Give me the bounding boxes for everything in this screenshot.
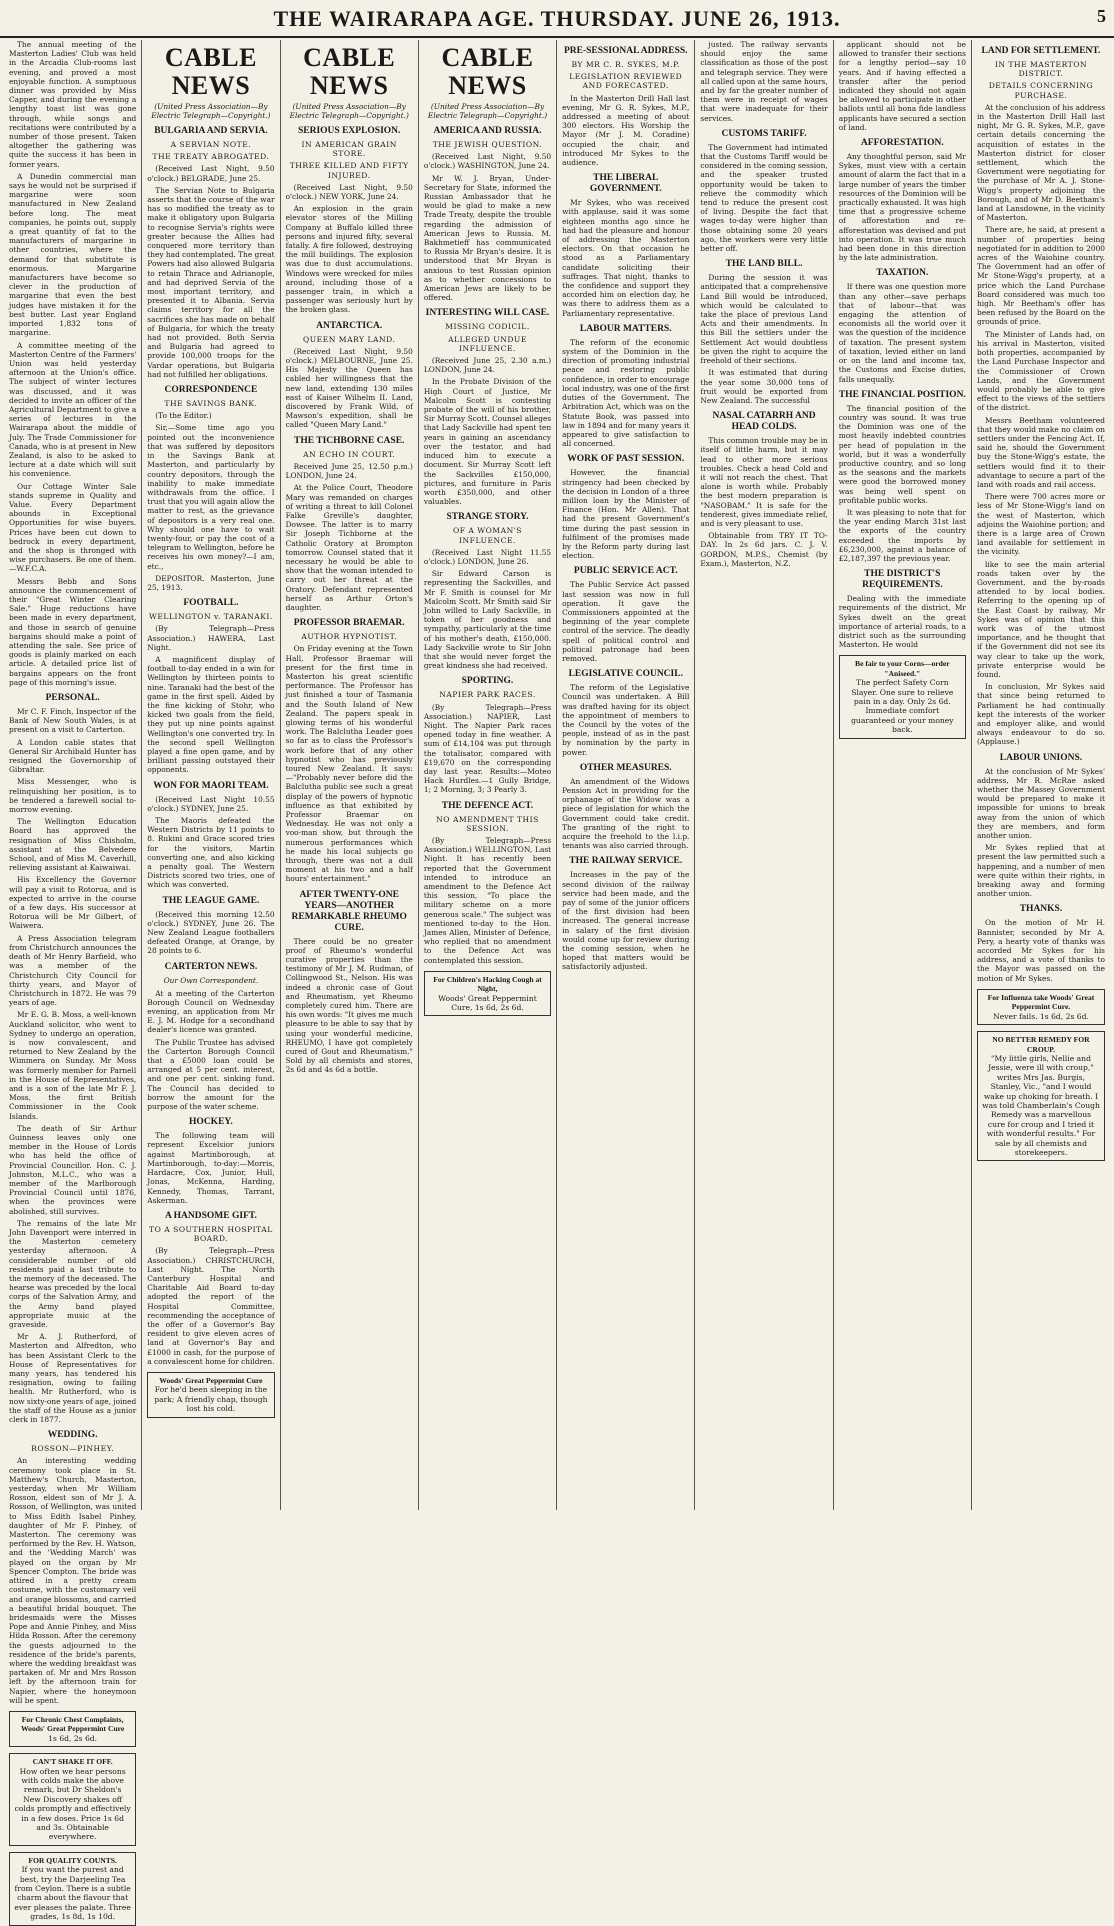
paragraph: Increases in the pay of the second division of the railway service had been made, and the pay of some of the junior officers of the first division had been increased. The general increase in salary of the first division would come up for review during the coming session, when he hoped that matters would be satisfactorily adjusted. [562,870,690,972]
headline: THE LAND BILL. [725,259,803,270]
advertisement [147,1372,274,1418]
subheadline: A SERVIAN NOTE. [170,140,252,149]
paragraph: Mr Sykes replied that at present the law permitted such a happening, and a number of men were quite within their rights, in breaking away and forming another union. [976,843,1105,899]
wire-credit: (United Press Association—By Electric Telegraph—Copyright.) [289,102,409,120]
paragraph: Messrs Beetham volunteered that they would make no claim on settlers under the Fencing Act. If, said he, should the Government buy the Stone-Wigg's estate, the settlers would find it to their advantage to secure a part of the land with roads and rail access. [976,415,1105,489]
subheadline: AN ECHO IN COURT. [303,449,396,459]
subheadline: LEGISLATION REVIEWED AND FORECASTED. [569,72,683,91]
headline: CORRESPONDENCE [164,385,258,396]
subheadline: OF A WOMAN'S INFLUENCE. [452,526,522,545]
headline: SERIOUS EXPLOSION. [297,126,401,136]
paragraph: Mr E. G. B. Moss, a well-known Auckland solicitor, who went to Sydney to undergo an operation, is now convalescent, and returned to New Zealand by the Wimmera on Sunday. Mr Moss was formerly member for Parnell in the House of Representatives, and is a son of the late Mr F. J. Moss, the first British Commissioner in the Cook Islands. [9,1010,137,1121]
paragraph: A Dunedin commercial man says he would not be surprised if margarine were soon manufactured in New Zealand before long. The meat companies, he points out, supply a great quantity of fat to the manufacturers of margarine in other countries, where the demand for that substitute is enormous. Margarine manufacturers have become so clever in the production of margarine that even the best judges have mistaken it for the best butter. Last year England imported 1,832 tons of margarine. [9,171,137,338]
paragraph: A Press Association telegram from Christchurch announces the death of Mr Henry Barfield, who was a member of the Christchurch City Council for thirty years, and Mayor of Christchurch in 1872. He was 79 years of age. [9,933,137,1008]
paragraph: Received June 25, 12.50 p.m.) LONDON, June 24. [285,461,413,481]
headline: CUSTOMS TARIFF. [721,128,807,139]
subheadline: AUTHOR HYPNOTIST. [301,632,398,642]
paragraph: Obtainable from TRY IT TO-DAY. In 2s 6d jars. C. J. V. GORDON, M.P.S., Chemist (by Exam.), Masterton, N.Z. [700,531,828,568]
paragraph: A London cable states that General Sir Archibald Hunter has resigned the Governorship of Gibraltar. [9,737,137,775]
column-7 [834,40,972,1510]
page-number: 5 [1097,6,1106,26]
paragraph: There were 700 acres more or less of Mr Stone-Wigg's land on the west of Masterton, which adjoins the Waiohine portion; and there is a large area of Crown land available for settlement in the vicinity. [976,492,1105,557]
wire-credit: Our Own Correspondent. [163,975,259,985]
paragraph: The Minister of Lands had, on his arrival in Masterton, visited both properties, accompanied by the Land Purchase Inspector and the Commissioner of Crown Lands, and the Government would probably be able to give effect to the views of the settlers of the district. [976,329,1105,413]
headline: WEDDING. [47,1430,98,1441]
paragraph: Mr A. J. Rutherford, of Masterton and Alfredton, who has been Assistant Clerk to the House of Representatives for many years, has tendered his resignation, owing to failing health. Mr Rutherford, who is now sixty-one years of age, joined the staff of the House as a junior clerk in 1877. [9,1332,137,1425]
paragraph: The Servian Note to Bulgaria asserts that the course of the war has so modified the treaty as to make it obligatory upon Bulgaria to recognise Servia's rights were greater because the Allies had conquered more territory than they had contemplated. The great Powers had also allowed Bulgaria to retain Thrace and Adrianople, and had deprived Servia of the most important territory, and presented it to Albania. Servia claims territory for all the sacrifices she has made on behalf of Bulgaria, for which the treaty had not provided. Both Servia and Bulgaria had agreed to provide 100,000 troops for the Vardar operations, but Bulgaria had not fulfilled her obligations. [147,185,275,379]
paragraph: The annual meeting of the Masterton Ladies' Club was held in the Arcadia Club-rooms last evening, and proved a most enjoyable function. A sumptuous dinner was provided by Miss Capper, and during the evening a lengthy toast list was gone through, while songs and recitations were contributed by a number of those present. Taken altogether the gathering was quite the success it has been in former years. [9,40,137,169]
subheadline: THE SAVINGS BANK. [164,399,258,409]
subheadline: QUEEN MARY LAND. [303,334,396,344]
column-3 [281,40,419,1510]
paragraph: (To the Editor.) [155,411,212,421]
column-4 [419,40,557,1510]
paragraph: The Maoris defeated the Western Districts by 11 points to 8. Rukini and Grace scored tries for the visitors, Martin converting one, and also kicking a penalty goal. The Western Districts scored two tries, one of which was converted. [147,816,275,890]
paragraph: Messrs Bebb and Sons announce the commencement of their "Great Winter Clearing Sale." Huge reductions have been made in every department, and those in search of genuine bargains should make a point of attending the sale. See price of goods is plainly marked on each article. A detailed price list of bargains appears on the front page of this morning's issue. [9,576,137,687]
paragraph: (By Telegraph—Press Association.) NAPIER, Last Night. The Napier Park races opened today in fine weather. A sum of £14,104 was put through the totalisator, compared with £19,670 on the corresponding day last year. Results:—Moteo Hack Hurdles.—1 Gully Bridge, 1; 2 Morning, 3; 3 Pearly 3. [423,702,552,795]
subheadline: WELLINGTON v. TARANAKI. [149,612,273,622]
advertisement-title: For Influenza take Woods' Great Peppermint Cure. [987,992,1095,1012]
subheadline: IN AMERICAN GRAIN STORE. [301,140,397,159]
advertisement-title: CAN'T SHAKE IT OFF. [32,1757,113,1767]
subheadline: ALLEGED UNDUE INFLUENCE. [448,334,527,353]
headline: PERSONAL. [45,693,100,704]
paragraph: There could be no greater proof of Rheumo's wonderful curative properties than the testimony of Mr J. M. Rudman, of Collingwood St., Nelson. His was indeed a chronic case of Gout and Rheumatism, yet Rheumo completely cured him. There are his own words: "It gives me much pleasure to be able to say that by using your wonderful medicine, RHEUMO, I have got completely cured of Gout and Rheumatism." Sold by all chemists and stores, 2s 6d and 4s 6d a bottle. [285,936,413,1075]
column-6 [695,40,833,1510]
subheadline: DETAILS CONCERNING PURCHASE. [988,81,1094,100]
paragraph: Mr Sykes, who was received with applause, said it was some eighteen months ago since he had had the pleasure and honour of addressing the Masterton electors. On that occasion he stood as a Parliamentary candidate soliciting their suffrages. That night, thanks to the confidence and support they accorded him on election day, he was there to address them as a Parliamentary representative. [562,198,690,318]
advertisement [977,989,1105,1025]
paragraph: At the Police Court, Theodore Mary was remanded on charges of writing a threat to kill Colonel Falke Greville's daughter, Dowsee. The latter is to marry Sir Joseph Tichborne at the Catholic Oratory at Brompton tomorrow. Counsel stated that it necessary he would be able to show that the woman intended to carry out her threat at the Oratory. Defendant represented herself as Arthur Orton's daughter. [285,483,413,612]
headline: LABOUR MATTERS. [579,323,672,334]
paragraph: justed. The railway servants should enjoy the same classification as those of the post and telegraph service. They were all called upon at the same hours, and by far the greater number of them were in receipt of wages that were inadequate for their services. [700,40,828,123]
paragraph: In the Probate Division of the High Court of Justice, Mr Malcolm Scott is contesting probate of the will of his brother, Sir Murray Scott. Counsel alleges that Lady Sackville had spent ten years in gaining an ascendancy over the testator, and had induced him to execute a document. Sir Murray Scott left the Sackvilles £150,000, pictures, and furniture in Paris worth £350,000, and other valuables. [423,377,552,507]
paragraph: (Received Last Night 10.55 o'clock.) SYDNEY, June 25. [147,794,275,813]
headline: NASAL CATARRH AND HEAD COLDS. [712,411,816,433]
advertisement [9,1711,136,1747]
paragraph: This common trouble may be in itself of little harm, but it may lead to other more serious troubles. Check a head Cold and it will not reach the chest. That alone is worth while. Probably the best modern preparation is "NASOBAM." It is safe for the tenderest, gives immediate relief, and is very pleasant to use. [700,436,828,528]
newspaper-columns [4,40,1110,1922]
subheadline: ROSSON—PINHEY. [31,1444,115,1454]
paragraph: In conclusion, Mr Sykes said that since being returned to Parliament he had continually kept the interests of the worker and employer alike, and would always endeavour to do so. (Applause.) [976,682,1105,747]
subheadline: NO AMENDMENT THIS SESSION. [436,814,539,833]
headline: LEGISLATIVE COUNCIL. [568,669,683,680]
advertisement [424,971,551,1017]
subheadline: THE TREATY ABROGATED. [152,152,270,162]
headline: THE TICHBORNE CASE. [293,435,405,446]
headline: AFTER TWENTY-ONE YEARS—ANOTHER REMARKABLE RHEUMO CURE. [291,889,407,933]
headline: AMERICA AND RUSSIA. [433,126,542,136]
headline: THE RAILWAY SERVICE. [569,856,683,867]
subheadline: MISSING CODICIL. [445,322,530,332]
paragraph: However, the financial stringency had been checked by the decision in London of a three million loan by the Minister of Finance (Hon. Mr Allen). That had the present Government's time during the past session in fulfilment of the promises made by the Reform party during last election. [562,468,690,561]
paragraph: (Received this morning 12.50 o'clock.) SYDNEY, June 26. The New Zealand League footballers defeated Orange, at Orange, by 28 points to 6. [147,909,275,956]
paragraph: At the conclusion of his address in the Masterton Drill Hall last night, Mr G. R. Sykes, M.P., gave certain details concerning the acquisition of estates in the Masterton district for closer settlement, which the Government were negotiating for the purchase of Mr A. J. Stone-Wigg's property adjoining the Borough, and of Mr D. Beetham's land at Lansdowne, in the vicinity of Masterton. [976,102,1105,223]
headline: LABOUR UNIONS. [999,752,1083,763]
paragraph: If there was one question more than any other—save perhaps that of labour—that was engaging the attention of economists all the world over it was the question of the incidence of taxation. The present system of taxation, levied either on land or on the land and income tax, the Customs and Excise duties, falls unequally. [838,282,966,384]
section-banner: CABLE NEWS [303,43,396,100]
advertisement-text: The perfect Safety Corn Slayer. One sure to relieve pain in a day. Only 2s 6d. Immediate comfort guaranteed or your money back. [851,678,954,735]
paragraph: Sir,—Some time ago you pointed out the inconvenience that was suffered by depositors in the Savings Bank at Masterton, and particularly by country depositors, through the inability to make immediate withdrawals from the office. I trust that you will again allow the matter to rest, as the grievance of depositors is a very real one. Why should one have to wait twenty-four, or pay the cost of a telegram to Wellington, before he receives his own money?—I am, etc., [147,423,275,571]
paragraph: The Public Trustee has advised the Carterton Borough Council that a £5000 loan could be arranged at 5 per cent. interest, and one per cent. sinking fund. The Council has decided to borrow the amount for the purpose of the water scheme. [147,1037,275,1112]
headline: BULGARIA AND SERVIA. [154,126,268,136]
paragraph: It was estimated that during the year some 30,000 tons of fruit would be exported from New Zealand. The successful [700,368,828,405]
wire-credit: (United Press Association—By Electric Telegraph—Copyright.) [427,102,548,120]
advertisement-title: For Children's Hacking Cough at Night, [433,974,542,994]
paragraph: (Received Last Night, 9.50 o'clock.) BELGRADE, June 25. [147,164,275,183]
paragraph: Miss Messenger, who is relinquishing her position, is to be tendered a farewell social to-morrow evening. [9,777,137,815]
headline: THE LIBERAL GOVERNMENT. [589,173,662,195]
headline: THE DISTRICT'S REQUIREMENTS. [862,569,943,591]
paragraph: Sir Edward Carson is representing the Sackvilles, and Mr F. Smith is counsel for Mr Malcolm Scott. Mr Smith said Sir John willed to Lady Sackville, in token of her goodness and sympathy, particularly at the time of his mother's death, £150,000. Lady Sackville wrote to Sir John that she would never forget the great kindness she had received. [423,569,552,671]
paragraph: DEPOSITOR. Masterton, June 25, 1913. [147,573,275,592]
paragraph: On the motion of Mr H. Bannister, seconded by Mr A. Pery, a hearty vote of thanks was accorded Mr Sykes for his address, and a vote of thanks to the Mayor was passed on the motion of Mr Sykes. [976,918,1105,983]
paragraph: The Wellington Education Board has approved the resignation of Miss Chisholm, assistant at the Belvedere School, and of Miss M. Caverhill, relieving assistant at Kaiwaiwai. [9,817,137,873]
paragraph: A committee meeting of the Masterton Centre of the Farmers' Union was held yesterday afternoon at the Union's office. The subject of winter lectures was discussed, and it was decided to invite an officer of the Agricultural Department to give a series of lectures in the Wairarapa about the middle of July. The Trade Commissioner for Canada, who is at present in New Zealand, is also to be asked to lecture at a date which will suit his convenience. [9,340,137,479]
headline: THANKS. [1019,904,1063,915]
paragraph: (By Telegraph—Press Association.) WELLINGTON, Last Night. It has recently been reported that the Government intended to introduce an amendment to the Defence Act this session, "To place the military scheme on a more generous scale." The subject was mentioned to-day to the Hon. James Allen, Minister of Defence, who replied that no amendment to the Defence Act was contemplated this session. [423,836,552,965]
paragraph: An explosion in the grain elevator stores of the Milling Company at Buffalo killed three persons and injured fifty, several fatally. A fire followed, destroying the mill buildings. The explosion was due to dust accumulations. Windows were wrecked for miles around, including those of a passenger train, in which a passenger was seriously hurt by the broken glass. [285,204,413,315]
advertisement [839,655,966,738]
column-5 [557,40,695,1510]
paragraph: In the Masterton Drill Hall last evening, Mr G. R. Sykes, M.P., addressed a meeting of about 300 electors. His Worship the Mayor (Mr J. M. Coradine) occupied the chair, and introduced Mr Sykes to the audience. [562,93,690,168]
advertisement-title: Be fair to your Corns—order "Aniseed." [855,659,950,678]
section-banner: CABLE NEWS [441,43,534,100]
paragraph: Mr C. F. Finch, Inspector of the Bank of New South Wales, is at present on a visit to Carterton. [9,707,137,735]
headline: INTERESTING WILL CASE. [425,308,550,319]
headline: SPORTING. [461,676,514,687]
headline: FOOTBALL. [183,598,239,609]
wire-credit: (United Press Association—By Electric Telegraph—Copyright.) [151,102,271,120]
paragraph: The financial position of the country was sound. It was true the Dominion was one of the most heavily indebted countries per head of population in the world, but it was a wonderfully productive country, and so long as the seasons and the markets were good the borrowed money was being well spent on profitable public works. [838,403,966,505]
paragraph: At the conclusion of Mr Sykes' address, Mr R. McRae asked whether the Massey Government would be prepared to make it impossible for unions to break away from the union of which they are members, and form another union. [976,766,1105,841]
advertisement-text: "My little girls, Nellie and Jessie, were ill with croup," writes Mrs Jas. Burgis, Stanley, Vic., "and I would wake up choking for breath. I was told Chamberlain's Cough Remedy was a marvellous cure for croup and I tried it with wonderful results." For sale by all chemists and storekeepers. [982,1053,1100,1157]
paragraph: On Friday evening at the Town Hall, Professor Braemar will present for the first time in Masterton his great scientific performance. The Professor has just finished a tour of Tasmania and the South Island of New Zealand. The papers speak in glowing terms of his wonderful work. The Balclutha Leader goes so far as to class the Professor's work before that of any other hypnotist who has previously toured New Zealand. It says:—"Probably never before did the Balclutha public see such a great display of the powers of hypnotic influence as that exhibited by Professor Braemar on Wednesday. He was not only a voo-man show, but through the numerous performances which he made his local subjects go through, there was not a dull moment at his two and a half hours' entertainment." [285,644,413,884]
headline: PUBLIC SERVICE ACT. [573,566,678,577]
paragraph: The death of Sir Arthur Guinness leaves only one member in the House of Lords who has held the office of Provincial Councillor. Hon. C. J. Johnston, M.L.C., who was a member of the Marlborough Provincial Council until 1876, when the provinces were abolished, still survives. [9,1123,137,1216]
advertisement-text: If you want the purest and best, try the Darjeeling Tea from Ceylon. There is a subtle charm about the flavour that ever pleases the palate. Three grades, 1s 8d, 1s 10d. [14,1865,131,1922]
advertisement [977,1031,1105,1161]
subheadline: BY MR C. R. SYKES, M.P. [571,60,681,69]
paragraph: Dealing with the immediate requirements of the district, Mr Sykes dwelt on the great importance of arterial roads, to a district such as the surrounding Masterton. He would [838,594,966,650]
masthead [0,0,1114,38]
paragraph: applicant should not be allowed to transfer their sections for a lengthy period—say 10 years. And if having effected a transfer after the period indicated they should not again be allowed to participate in other ballots until all bona fide landless applicants have secured a section of land. [838,40,966,132]
headline: LAND FOR SETTLEMENT. [981,46,1101,56]
advertisement-text: 1s 6d, 2s 6d. [48,1733,98,1743]
paragraph: (Received Last Night, 9.50 o'clock.) MELBOURNE, June 25. His Majesty the Queen has cabled her willingness that the new land, extending 130 miles east of Kaiser Wilhelm II. Land, discovered by Frank Wild, of Mawson's expedition, shall be called "Queen Mary Land." [285,346,413,430]
advertisement-title: Woods' Great Peppermint Cure [159,1375,263,1385]
paragraph: (Received Last Night 11.55 o'clock.) LONDON, June 26. [423,547,552,566]
headline: THE DEFENCE ACT. [441,800,534,811]
headline: CARTERTON NEWS. [164,961,258,972]
subheadline: TO A SOUTHERN HOSPITAL BOARD. [149,1224,273,1244]
advertisement-title: FOR QUALITY COUNTS. [28,1855,117,1865]
paragraph: During the session it was anticipated that a comprehensive Land Bill would be introduced, which would be calculated to take the place of previous Land Acts and their amendments. In this Bill the settlers under the Settlement Act would doubtless be given the right to acquire the freehold of their sections. [700,273,828,366]
advertisement-title: NO BETTER REMEDY FOR CROUP. [992,1035,1090,1054]
headline: WORK OF PAST SESSION. [567,454,685,465]
headline: PROFESSOR BRAEMAR. [293,618,405,629]
paragraph: like to see the main arterial roads taken over by the Government, and the by-roads attended to by local bodies. Referring to the opening up of the East Coast by railway, Mr Sykes was of opinion that this work was of the utmost importance, and he thought that if the Government did not see its way clear to take up the work, private enterprise would be found. [976,559,1105,679]
paragraph: (By Telegraph—Press Association.) HAWERA, Last Night. [147,624,275,652]
headline: HOCKEY. [189,1117,233,1128]
advertisement-text: Never fails. 1s 6d, 2s 6d. [993,1011,1089,1021]
advertisement-text: Woods' Great Peppermint Cure, 1s 6d, 2s 6d. [438,993,537,1013]
subheadline: THREE KILLED AND FIFTY INJURED. [289,161,409,180]
advertisement-title: For Chronic Chest Complaints, Woods' Great Peppermint Cure [20,1714,125,1734]
paragraph: The remains of the late Mr John Davenport were interred in the Masterton cemetery yesterday afternoon. A considerable number of old residents paid a last tribute to the memory of the deceased. The hearse was preceded by the local corps of the Salvation Army, and the Army band played appropriate music at the graveside. [9,1218,137,1330]
paragraph: Our Cottage Winter Sale stands supreme in Quality and Value. Every Department abounds in Exceptional Opportunities for wise buyers. Prices have been cut down to bedrock in every department, and the shop is thronged with wise purchasers. Be one of them.—W.F.C.A. [9,481,137,574]
headline: WON FOR MAORI TEAM. [153,780,269,791]
paragraph: Any thoughtful person, said Mr Sykes, must view with a certain amount of alarm the fact that in a large number of years the timber resources of the Dominion will be practically exhausted. It was high time that a progressive scheme of afforestation and re-afforestation was devised and put into operation. It was true much had been done in this direction by the late administration. [838,152,966,263]
paragraph: (By Telegraph—Press Association.) CHRISTCHURCH, Last Night. The North Canterbury Hospital and Charitable Aid Board to-day adopted the report of the Hospital Committee, recommending the acceptance of the offer of a Governor's Bay resident to give eleven acres of land at Governor's Bay and £1000 in cash, for the purpose of a convalescent home for children. [147,1246,275,1366]
paragraph: The Public Service Act passed last session was now in full operation. It gave the Commissioners appointed at the beginning of the year complete control of the service. The deadly spell of political control and political patronage had been removed. [562,580,690,663]
headline: PRE-SESSIONAL ADDRESS. [563,46,688,56]
section-banner: CABLE NEWS [164,43,257,100]
paragraph: The reform of the economic system of the Dominion in the direction of promoting industrial peace and restoring public confidence, in order to encourage local industry, was one of the first duties of the Government. The Arbitration Act, which was on the Statute Book, was passed into law in 1894 and for many years it appeared to give satisfaction to all concerned. [562,337,690,449]
paragraph: (Received Last Night, 9.50 o'clock.) WASHINGTON, June 24. [423,152,552,171]
column-2 [142,40,280,1510]
paragraph: (Received Last Night, 9.50 o'clock.) NEW YORK, June 24. [285,182,413,202]
paragraph: It was pleasing to note that for the year ending March 31st last the exports of the country exceeded the imports by £6,230,000, against a balance of £2,187,397 the previous year. [838,507,966,563]
advertisement [9,1753,136,1846]
column-1 [4,40,142,1922]
paragraph: His Excellency the Governor will pay a visit to Rotorua, and is expected to arrive in the course of a few days. His successor at Rotorua will be Mr Gilbert, of Waiwera. [9,875,137,931]
paragraph: The following team will represent Excelsior juniors against Martinborough, at Martinborough, to-day:—Morris, Hardacre, Cox, Junior, Hull, Jonas, McKenna, Harding, Kennedy, Thomas, Tarrant, Askerman. [147,1131,275,1205]
headline: AFFORESTATION. [860,138,944,149]
paragraph: A magnificent display of football to-day ended in a win for Wellington by thirteen points to nine. Taranaki had the best of the game in the first spell. Aided by the fine kicking of Stohr, who kicked two goals from the field, they put up nine points against Wellington's one converted try. In the second spell Wellington played a fine open game, and by brilliant passing outstayed their opponents. [147,654,275,775]
headline: A HANDSOME GIFT. [164,1210,257,1221]
advertisement-text: How often we hear persons with colds make the above remark, but Dr Sheldon's New Discovery shakes off colds promptly and effectively in a few doses. Price 1s 6d and 3s. Obtainable everywhere. [14,1766,131,1842]
paragraph: At a meeting of the Carterton Borough Council on Wednesday evening, an application from Mr E. J. M. Hodge for a secondhand dealer's licence was granted. [147,988,275,1035]
paragraph: An interesting wedding ceremony took place in St. Matthew's Church, Masterton, yesterday, when Mr William Rosson, eldest son of Mr J. A. Rosson, of Wellington, was united to Miss Edith Isabel Pinhey, daughter of Mr F. Pinhey, of Masterton. The ceremony was performed by the Rev. H. Watson, and the 'Wedding March' was played on the organ by Mr Spencer Compton. The bride was attired in a pretty cream costume, with the customary veil and orange blossoms, and carried a beautiful bridal bouquet. The bridesmaids were the Misses Pope and Annie Pinhey, and Miss Hilda Rosson. After the ceremony the guests adjourned to the residence of the bride's parents, where the wedding breakfast was partaken of. Mr and Mrs Rosson left by the afternoon train for Napier, where the honeymoon will be spent. [9,1456,137,1705]
paragraph: There are, he said, at present a number of properties being negotiated for in addition to 2000 acres of the Waiohine country. The Government had an offer of Mr Stone-Wigg's property, at a price which the Land Purchase Board considered was much too high. Mr Beetham's offer has been refused by the Board on the grounds of price. [976,225,1105,327]
column-8 [972,40,1110,1510]
paragraph: The Government had intimated that the Customs Tariff would be considered in the coming session, and the speaker trusted opportunity would be taken to relieve the commodity which tend to reduce the present cost of living. Despite the fact that wages to-day were higher than those obtaining some 20 years ago, the workers were very little better off. [700,142,828,254]
paragraph: (Received June 25, 2.30 a.m.) LONDON, June 24. [423,356,552,375]
paragraph: Mr W. J. Bryan, Under-Secretary for State, informed the Russian Ambassador that he would be glad to make a new Trade Treaty, despite the trouble regarding the admission of American Jews to Russia. M. Bakhmetieff has communicated to Russia Mr Bryan's desire. It is understood that Mr Bryan is anxious to test Russian opinion as to whether concessions to American Jews are likely to be offered. [423,173,552,303]
paragraph: The reform of the Legislative Council was undertaken. A Bill was drafted having for its object the appointment of members to the Council by the votes of the people, instead of as in the past by nomination by the party in power. [562,683,690,757]
headline: TAXATION. [876,268,929,279]
headline: OTHER MEASURES. [579,762,672,773]
headline: THE FINANCIAL POSITION. [838,389,966,400]
paragraph: An amendment of the Widows Pension Act in providing for the orphanage of the Widow was a piece of legislation for which the Government could take credit. The granting of the right to acquire the freehold to the l.i.p. tenants was also carried through. [562,776,690,851]
newspaper-title: THE WAIRARAPA AGE. THURSDAY. JUNE 26, 1913. [273,6,841,31]
headline: STRANGE STORY. [446,512,529,523]
headline: THE LEAGUE GAME. [162,895,260,906]
subheadline: IN THE MASTERTON DISTRICT. [994,60,1088,79]
subheadline: NAPIER PARK RACES. [439,690,536,700]
headline: ANTARCTICA. [316,320,383,331]
advertisement [9,1852,136,1926]
advertisement-text: For he'd been sleeping in the park; A friendly chap, though lost his cold. [154,1385,268,1414]
subheadline: THE JEWISH QUESTION. [432,140,543,149]
